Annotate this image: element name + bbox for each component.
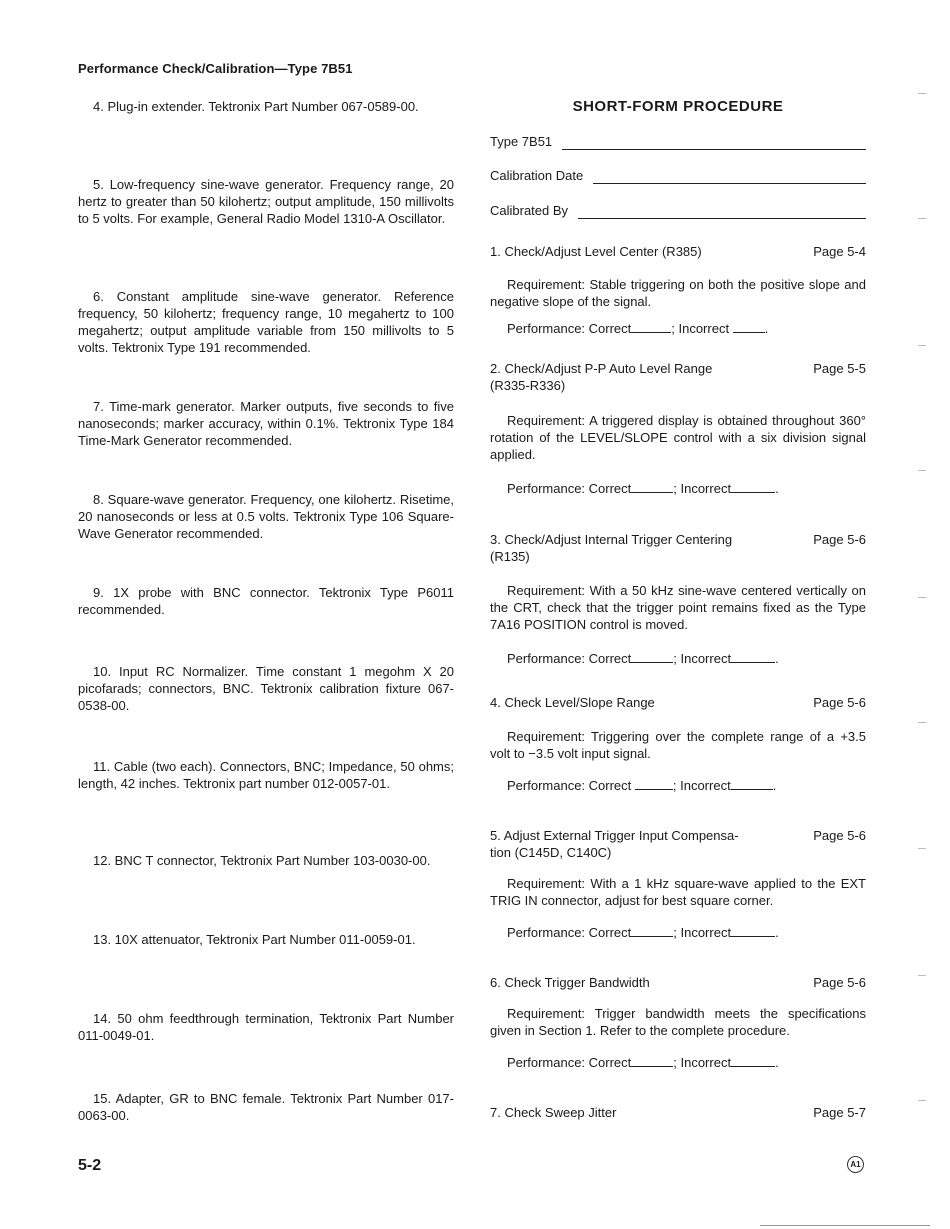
equipment-item: 11. Cable (two each). Connectors, BNC; Impedance, 50 ohms; length, 42 inches. Tektronix part number 012-0057-01. bbox=[78, 759, 454, 791]
performance-label: Performance: Correct bbox=[507, 651, 632, 666]
incorrect-label: ; Incorrect bbox=[673, 651, 732, 666]
type-field bbox=[490, 133, 866, 150]
step-requirement: Requirement: A triggered display is obtained throughout 360° rotation of the LEVEL/SLOPE control with a six division signal applied. bbox=[490, 413, 866, 462]
field-blank-line bbox=[562, 138, 866, 150]
field-label: Calibrated By bbox=[490, 203, 569, 218]
step-heading bbox=[490, 531, 866, 565]
performance-line: Performance: Correct ; Incorrect . bbox=[507, 481, 779, 496]
field-label: Calibration Date bbox=[490, 168, 584, 183]
correct-blank bbox=[631, 651, 673, 663]
correct-blank bbox=[635, 778, 673, 790]
equipment-item: 8. Square-wave generator. Frequency, one kilohertz. Risetime, 20 nanoseconds or less at 0.5 volts. Tektronix Type 106 Square-Wave Generator recommended. bbox=[78, 492, 454, 541]
step-title: 4. Check Level/Slope Range bbox=[490, 695, 655, 710]
step-page-ref: Page 5-5 bbox=[813, 361, 866, 376]
correct-blank bbox=[631, 321, 671, 333]
performance-line: Performance: Correct ; Incorrect . bbox=[507, 1055, 779, 1070]
step-page-ref: Page 5-6 bbox=[813, 695, 866, 710]
step-requirement: Requirement: Trigger bandwidth meets the specifications given in Section 1. Refer to the complete procedure. bbox=[490, 1006, 866, 1038]
equipment-item: 10. Input RC Normalizer. Time constant 1 megohm X 20 picofarads; connectors, BNC. Tektronix calibration fixture 067-0538-00. bbox=[78, 664, 454, 713]
step-requirement: Requirement: Triggering over the complete range of a +3.5 volt to −3.5 volt input signal. bbox=[490, 729, 866, 761]
incorrect-label: ; Incorrect bbox=[673, 481, 732, 496]
equipment-item: 12. BNC T connector, Tektronix Part Number 103-0030-00. bbox=[93, 853, 431, 868]
step-heading bbox=[490, 243, 866, 260]
performance-label: Performance: Correct bbox=[507, 1055, 632, 1070]
equipment-item: 14. 50 ohm feedthrough termination, Tektronix Part Number 011-0049-01. bbox=[78, 1011, 454, 1043]
incorrect-label: ; Incorrect bbox=[673, 925, 732, 940]
scan-tick bbox=[918, 975, 926, 976]
incorrect-label: ; Incorrect bbox=[671, 321, 730, 336]
calibration-date-field bbox=[490, 167, 866, 184]
correct-blank bbox=[631, 1055, 673, 1067]
page-header: Performance Check/Calibration—Type 7B51 bbox=[78, 61, 353, 76]
scan-tick bbox=[918, 218, 926, 219]
incorrect-label: ; Incorrect bbox=[673, 1055, 732, 1070]
equipment-item: 9. 1X probe with BNC connector. Tektronix Type P6011 recommended. bbox=[78, 585, 454, 617]
step-page-ref: Page 5-7 bbox=[813, 1105, 866, 1120]
equipment-item: 6. Constant amplitude sine-wave generator. Reference frequency, 50 kilohertz; frequency range, 10 megahertz to 100 megahertz; output amplitude variable from 150 millivolts to 5 volts. Tektronix Type 191 recommended. bbox=[78, 289, 454, 355]
step-heading bbox=[490, 694, 866, 711]
performance-label: Performance: Correct bbox=[507, 778, 632, 793]
scan-tick bbox=[918, 848, 926, 849]
step-title: 1. Check/Adjust Level Center (R385) bbox=[490, 244, 702, 259]
equipment-item: 13. 10X attenuator, Tektronix Part Number 011-0059-01. bbox=[93, 932, 416, 947]
step-title: 6. Check Trigger Bandwidth bbox=[490, 975, 650, 990]
step-page-ref: Page 5-6 bbox=[813, 975, 866, 990]
page-number: 5-2 bbox=[78, 1157, 102, 1174]
equipment-item: 15. Adapter, GR to BNC female. Tektronix Part Number 017-0063-00. bbox=[78, 1091, 454, 1123]
step-title: 2. Check/Adjust P-P Auto Level Range (R335-R336) bbox=[490, 361, 713, 393]
performance-line: Performance: Correct ; Incorrect . bbox=[507, 651, 779, 666]
incorrect-blank bbox=[733, 321, 765, 333]
scan-tick bbox=[918, 1100, 926, 1101]
performance-label: Performance: Correct bbox=[507, 321, 632, 336]
field-label: Type 7B51 bbox=[490, 134, 553, 149]
incorrect-blank bbox=[731, 651, 775, 663]
incorrect-blank bbox=[731, 778, 773, 790]
performance-label: Performance: Correct bbox=[507, 925, 632, 940]
step-title: 3. Check/Adjust Internal Trigger Centering (R135) bbox=[490, 532, 733, 564]
performance-line: Performance: Correct ; Incorrect . bbox=[507, 321, 769, 336]
equipment-item: 5. Low-frequency sine-wave generator. Frequency range, 20 hertz to greater than 50 kilohertz; output amplitude, 150 millivolts to 5 volts. For example, General Radio Model 1310-A Oscillator. bbox=[78, 177, 454, 226]
step-heading bbox=[490, 360, 866, 394]
incorrect-label: ; Incorrect bbox=[672, 778, 731, 793]
step-page-ref: Page 5-6 bbox=[813, 532, 866, 547]
performance-label: Performance: Correct bbox=[507, 481, 632, 496]
step-requirement: Requirement: Stable triggering on both the positive slope and negative slope of the signal. bbox=[490, 277, 866, 309]
equipment-item: 4. Plug-in extender. Tektronix Part Number 067-0589-00. bbox=[93, 99, 419, 114]
field-blank-line bbox=[578, 207, 866, 219]
field-blank-line bbox=[593, 172, 866, 184]
step-heading bbox=[490, 1104, 866, 1121]
performance-line: Performance: Correct ; Incorrect . bbox=[507, 778, 777, 793]
scan-tick bbox=[918, 470, 926, 471]
step-heading bbox=[490, 827, 866, 861]
step-requirement: Requirement: With a 1 kHz square-wave applied to the EXT TRIG IN connector, adjust for best square corner. bbox=[490, 876, 866, 908]
step-title: 5. Adjust External Trigger Input Compensa-tion (C145D, C140C) bbox=[490, 828, 739, 860]
section-title: SHORT-FORM PROCEDURE bbox=[572, 98, 784, 115]
step-page-ref: Page 5-4 bbox=[813, 244, 866, 259]
equipment-item: 7. Time-mark generator. Marker outputs, five seconds to five nanoseconds; marker accuracy, within 0.1%. Tektronix Type 184 Time-Mark Generator recommended. bbox=[78, 399, 454, 448]
calibrated-by-field bbox=[490, 202, 866, 219]
scan-tick bbox=[918, 93, 926, 94]
revision-mark-icon: A1 bbox=[847, 1156, 864, 1173]
step-title: 7. Check Sweep Jitter bbox=[490, 1105, 617, 1120]
incorrect-blank bbox=[731, 481, 775, 493]
incorrect-blank bbox=[731, 1055, 775, 1067]
step-requirement: Requirement: With a 50 kHz sine-wave centered vertically on the CRT, check that the trigger point remains fixed as the Type 7A16 POSITION control is moved. bbox=[490, 583, 866, 632]
incorrect-blank bbox=[731, 925, 775, 937]
scan-edge-line bbox=[760, 1225, 930, 1226]
scan-tick bbox=[918, 597, 926, 598]
step-heading bbox=[490, 974, 866, 991]
step-page-ref: Page 5-6 bbox=[813, 828, 866, 843]
scan-tick bbox=[918, 345, 926, 346]
scan-tick bbox=[918, 722, 926, 723]
correct-blank bbox=[631, 481, 673, 493]
correct-blank bbox=[631, 925, 673, 937]
performance-line: Performance: Correct ; Incorrect . bbox=[507, 925, 779, 940]
